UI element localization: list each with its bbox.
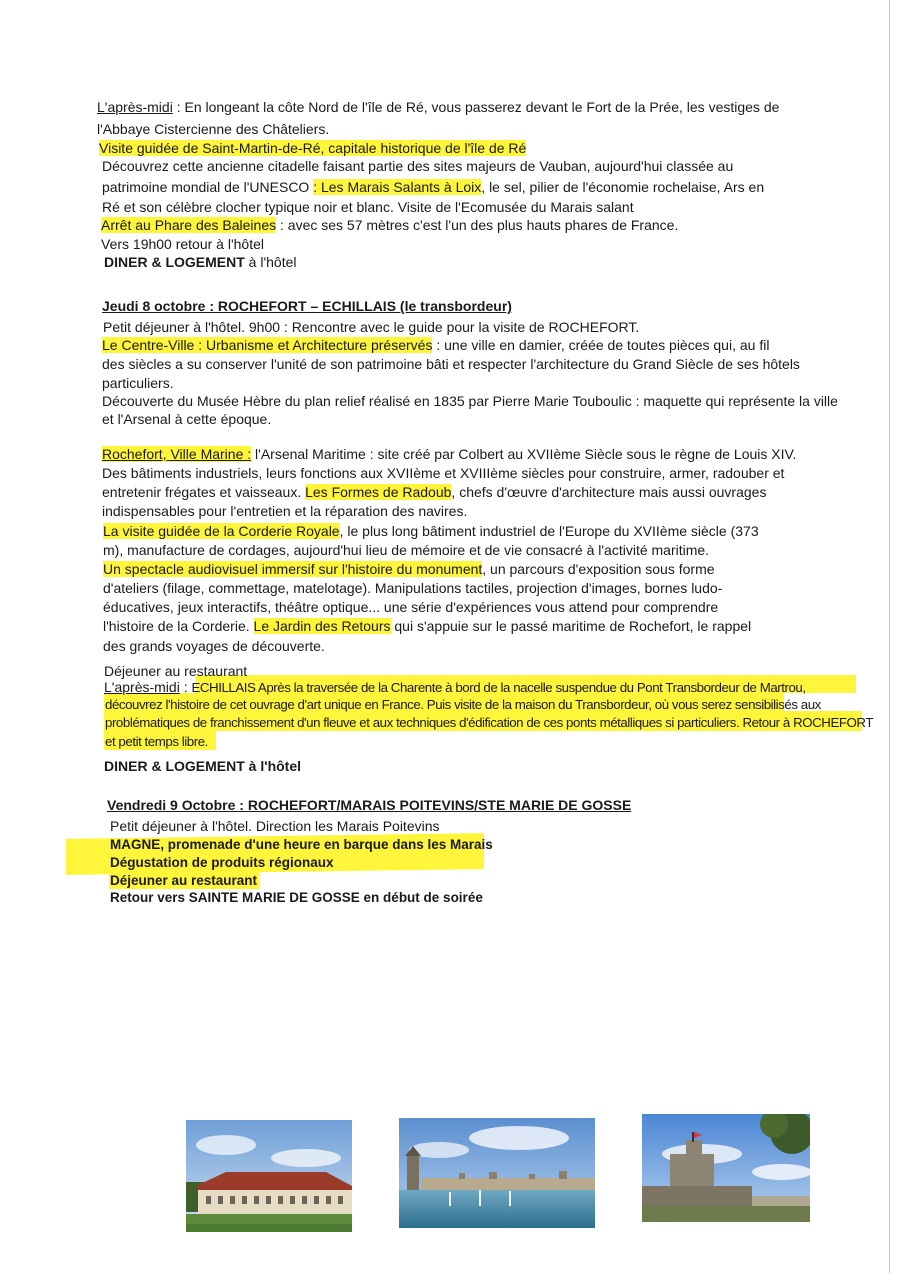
jeudi-line-9 [102, 483, 766, 501]
fort-photo [642, 1114, 810, 1222]
jeudi-line-6: et l'Arsenal à cette époque. [102, 411, 272, 427]
p1-line-5-b: , le sel, pilier de l'économie rochelaise, Ars en [481, 179, 765, 195]
p1-line-4: Découvrez cette ancienne citadelle faisant partie des sites majeurs de Vauban, aujourd'hui classée au [102, 158, 734, 174]
jeudi-line-13-b: , un parcours d'exposition sous forme [482, 561, 715, 577]
jeudi-line-19 [104, 678, 806, 697]
vendredi-line-4: Déjeuner au restaurant [110, 873, 258, 888]
jeudi-line-11-b: , le plus long bâtiment industriel de l'Europe du XVIIème siècle (373 [339, 523, 759, 539]
highlight-formes-radoub: Les Formes de Radoub [305, 484, 452, 500]
jeudi-line-14: d'ateliers (filage, commettage, matelotage). Manipulations tactiles, projection d'images, bornes ludo- [103, 580, 723, 596]
vendredi-line-3: Dégustation de produits régionaux [110, 855, 334, 870]
jeudi-line-17: des grands voyages de découverte. [103, 638, 325, 654]
jeudi-line-7 [102, 445, 796, 463]
jeudi-line-3: des siècles a su conserver l'unité de son patrimoine bâti et respecter l'architecture du Grand Siècle de ses hôtels [102, 356, 800, 372]
highlight-marais-salants: : Les Marais Salants à Loix [313, 179, 482, 195]
vendredi-heading: Vendredi 9 Octobre : ROCHEFORT/MARAIS POITEVINS/STE MARIE DE GOSSE [107, 797, 632, 813]
jeudi-line-12: m), manufacture de cordages, aujourd'hui lieu de mémoire et de vie consacré à l'activité maritime. [103, 542, 710, 558]
highlight-phare-baleines: Arrêt au Phare des Baleines [101, 217, 277, 233]
p1-line-8: Vers 19h00 retour à l'hôtel [101, 236, 265, 252]
jeudi-line-15: éducatives, jeux interactifs, théâtre optique... une série d'expériences vous attend pour comprendre [103, 599, 719, 615]
vendredi-line-5: Retour vers SAINTE MARIE DE GOSSE en début de soirée [110, 890, 483, 905]
jeudi-line-16-b: qui s'appuie sur le passé maritime de Rochefort, le rappel [390, 618, 752, 634]
la-rochelle-port-photo [399, 1118, 595, 1228]
p1-line-1-text: : En longeant la côte Nord de l'île de Ré, vous passerez devant le Fort de la Prée, les vestiges de [172, 99, 780, 115]
page-edge [889, 0, 890, 1273]
jeudi-line-10: indispensables pour l'entretien et la réparation des navires. [102, 503, 468, 519]
afternoon-colon: : [179, 679, 192, 695]
jeudi-line-4: particuliers. [102, 375, 174, 391]
corderie-royale-photo [186, 1120, 352, 1232]
highlight-corderie: La visite guidée de la Corderie Royale [103, 523, 340, 539]
p1-line-5-a: patrimoine mondial de l'UNESCO [102, 179, 314, 195]
jeudi-line-2-b: : une ville en damier, créée de toutes pièces qui, au fil [432, 337, 770, 353]
jeudi-line-18: Déjeuner au restaurant [104, 663, 248, 679]
jeudi-line-1: Petit déjeuner à l'hôtel. 9h00 : Rencontre avec le guide pour la visite de ROCHEFORT. [103, 319, 640, 335]
jeudi-line-11 [103, 522, 759, 540]
jeudi-line-9-a: entretenir frégates et vaisseaux. [102, 484, 306, 500]
p1-line-1 [97, 98, 779, 116]
diner-logement-bold: DINER & LOGEMENT [104, 254, 245, 270]
p1-line-9 [104, 253, 297, 271]
highlight-echillais: ECHILLAIS Après la traversée de la Charente à bord de la nacelle suspendue du Pont Transbordeur de Martrou, [191, 680, 806, 695]
jeudi-line-16 [103, 617, 751, 635]
jeudi-line-8: Des bâtiments industriels, leurs fonctions aux XVIIème et XVIIIème siècles pour construire, armer, radouber et [102, 465, 785, 481]
p1-line-9-rest: à l'hôtel [244, 254, 297, 270]
jeudi-line-7-b: l'Arsenal Maritime : site créé par Colbert au XVIIème Siècle sous le règne de Louis XIV. [251, 446, 797, 462]
highlight-saint-martin: Visite guidée de Saint-Martin-de-Ré, capitale historique de l'île de Ré [99, 140, 527, 156]
jeudi-line-5: Découverte du Musée Hèbre du plan relief réalisé en 1835 par Pierre Marie Touboulic : maquette qui représente la ville [102, 393, 838, 409]
p1-line-6: Ré et son célèbre clocher typique noir et blanc. Visite de l'Ecomusée du Marais salant [102, 199, 634, 215]
jeudi-line-20: découvrez l'histoire de cet ouvrage d'art unique en France. Puis visite de la maison du Transbordeur, où vous serez sensibilisés aux [105, 697, 821, 712]
highlight-jardin-retours: Le Jardin des Retours [253, 618, 391, 634]
jeudi-line-9-b: , chefs d'œuvre d'architecture mais aussi ouvrages [451, 484, 767, 500]
jeudi-line-22: et petit temps libre. [105, 734, 208, 749]
p1-line-2: l'Abbaye Cistercienne des Châteliers. [97, 121, 330, 137]
jeudi-line-13 [103, 560, 715, 578]
vendredi-line-1: Petit déjeuner à l'hôtel. Direction les Marais Poitevins [110, 818, 440, 834]
p1-line-7-b: : avec ses 57 mètres c'est l'un des plus hauts phares de France. [276, 217, 679, 233]
highlight-rochefort-marine: Rochefort, Ville Marine : [102, 446, 252, 462]
highlight-centre-ville: Le Centre-Ville : Urbanisme et Architecture préservés [102, 337, 433, 353]
p1-line-7 [101, 216, 678, 234]
jeudi-heading: Jeudi 8 octobre : ROCHEFORT – ECHILLAIS (le transbordeur) [102, 298, 512, 314]
p1-line-5 [102, 178, 764, 196]
highlight-spectacle: Un spectacle audiovisuel immersif sur l'histoire du monument [103, 561, 483, 577]
afternoon-label: L'après-midi [97, 99, 173, 115]
jeudi-line-16-a: l'histoire de la Corderie. [103, 618, 254, 634]
jeudi-line-2 [102, 336, 769, 354]
jeudi-line-21: problématiques de franchissement d'un fleuve et aux techniques d'édification de ces ponts métalliques si particuliers. Retour à ROCHEFORT [105, 715, 874, 730]
p1-line-3 [99, 139, 526, 157]
afternoon-label-2: L'après-midi [104, 679, 180, 695]
vendredi-line-2: MAGNE, promenade d'une heure en barque dans les Marais [110, 837, 493, 852]
jeudi-line-23: DINER & LOGEMENT à l'hôtel [104, 758, 302, 774]
